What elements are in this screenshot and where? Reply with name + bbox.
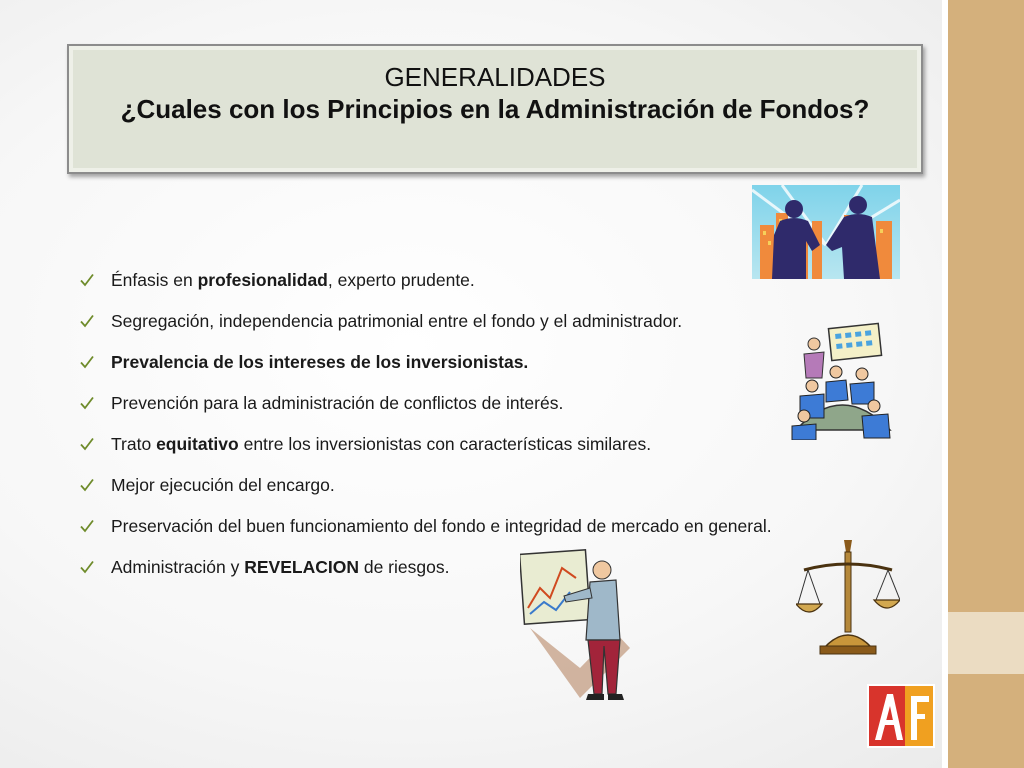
presenter-clipart <box>520 548 638 706</box>
bullet-text: Preservación del buen funcionamiento del fondo e integridad de mercado en general. <box>111 516 772 536</box>
checkmark-icon <box>80 437 94 451</box>
bullet-bold-text: REVELACION <box>244 557 359 577</box>
bullet-text: entre los inversionistas con características similares. <box>238 434 652 454</box>
af-logo <box>867 684 935 748</box>
bullet-bold-text: Prevalencia de los intereses de los inversionistas. <box>111 352 529 372</box>
bullet-bold-text: profesionalidad <box>197 270 328 290</box>
justice-scales-clipart <box>796 538 900 656</box>
handshake-clipart <box>752 185 900 279</box>
checkmark-icon <box>80 273 94 287</box>
slide-title: GENERALIDADES <box>384 62 606 92</box>
bullet-text: Prevención para la administración de conflictos de interés. <box>111 393 564 413</box>
bullet-text: Énfasis en <box>111 270 198 290</box>
bullet-bold-text: equitativo <box>156 434 239 454</box>
checkmark-icon <box>80 314 94 328</box>
checkmark-icon <box>80 355 94 369</box>
bullet-text: Mejor ejecución del encargo. <box>111 475 335 495</box>
bullet-text: Segregación, independencia patrimonial entre el fondo y el administrador. <box>111 311 683 331</box>
bullet-text: Trato <box>111 434 157 454</box>
checkmark-icon <box>80 478 94 492</box>
bullet-text: de riesgos. <box>358 557 450 577</box>
checkmark-icon <box>80 519 94 533</box>
bullet-text: Administración y <box>111 557 245 577</box>
meeting-clipart <box>790 322 894 440</box>
decorative-side-band-light <box>948 612 1024 674</box>
checkmark-icon <box>80 560 94 574</box>
checkmark-icon <box>80 396 94 410</box>
slide-subtitle: ¿Cuales con los Principios en la Administración de Fondos? <box>120 94 870 124</box>
bullet-text: , experto prudente. <box>327 270 475 290</box>
title-box <box>67 44 923 174</box>
